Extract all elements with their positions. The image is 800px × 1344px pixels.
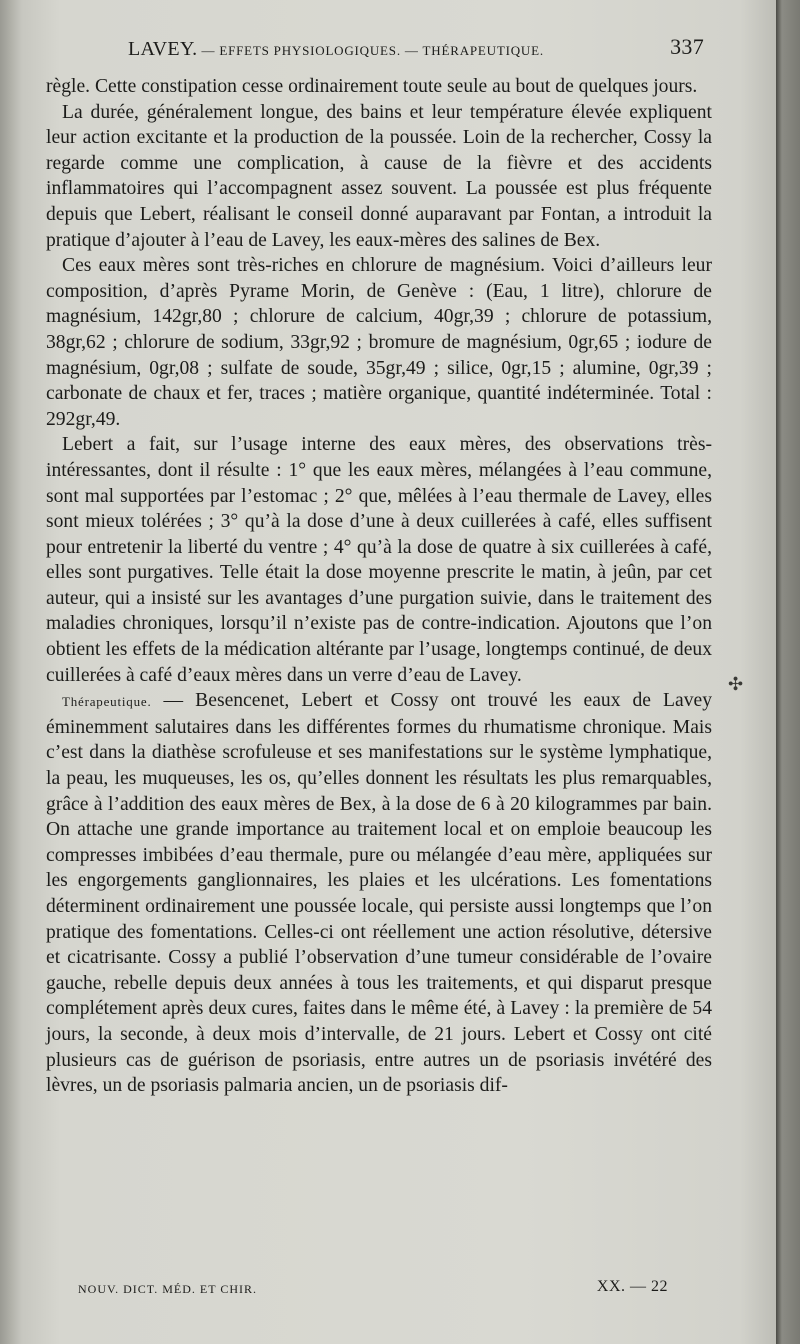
margin-mark-icon: ✣ bbox=[728, 674, 744, 694]
paragraph: Ces eaux mères sont très-riches en chlorure de magnésium. Voici d’ailleurs leur composition, d’après Pyrame Morin, de Genève : (Eau, 1 litre), chlorure de magnésium, 142gr,80 ; chlorure de calcium, 40gr,39 ; chlorure de potassium, 38gr,62 ; chlorure de sodium, 33gr,92 ; bromure de magnésium, 0gr,65 ; iodure de magnésium, 0gr,08 ; sulfate de soude, 35gr,49 ; silice, 0gr,15 ; alumine, 0gr,39 ; carbonate de chaux et fer, traces ; matière organique, quantité indéterminée. Total : 292gr,49. bbox=[46, 255, 712, 430]
page-footer bbox=[78, 1278, 668, 1300]
running-header bbox=[128, 34, 704, 62]
running-title bbox=[128, 38, 544, 61]
body-text bbox=[46, 74, 712, 1099]
page-number: 337 bbox=[670, 34, 704, 59]
page-edge bbox=[776, 0, 800, 1344]
therapeutique-paragraph bbox=[46, 688, 712, 1099]
signature-line: NOUV. DICT. MÉD. ET CHIR. bbox=[78, 1282, 258, 1296]
paragraph: règle. Cette constipation cesse ordinairement toute seule au bout de quelques jours. bbox=[46, 76, 698, 97]
section-text: — Besencenet, Lebert et Cossy ont trouvé les eaux de Lavey éminemment salutaires dans les différentes formes du rhumatisme chronique. Mais c’est dans la diathèse scrofuleuse et ses manifestations sur le système lymphatique, la peau, les muqueuses, les os, qu’elles donnent les résultats les plus remarquables, grâce à l’addition des eaux mères de Bex, à la dose de 6 à 20 kilogrammes par bain. On attache une grande importance au traitement local et on emploie beaucoup les compresses imbibées d’eau thermale, pure ou mélangée d’eau mère, appliquées sur les engorgements ganglionnaires, les plaies et les ulcérations. Les fomentations déterminent ordinairement une poussée locale, qui persiste aussi longtemps que l’on pratique des fomentations. Celles-ci ont réellement une action résolutive, détersive et cicatrisante. Cossy a publié l’observation d’une tumeur considérable de l’ovaire gauche, rebelle depuis deux années à tous les traitements, et qui disparut presque complétement après deux cures, faites dans le même été, à Lavey : la première de 54 jours, la seconde, à deux mois d’intervalle, de 21 jours. Lebert et Cossy ont cité plusieurs cas de guérison de psoriasis, entre autres un de psoriasis invétéré des lèvres, un de psoriasis palmaria ancien, un de psoriasis dif- bbox=[46, 690, 712, 1097]
paragraph: Lebert a fait, sur l’usage interne des eaux mères, des observations très-intéressantes, dont il résulte : 1° que les eaux mères, mélangées à l’eau commune, sont mal supportées par l’estomac ; 2° que, mêlées à l’eau thermale de Lavey, elles sont mieux tolérées ; 3° qu’à la dose d’une à deux cuillerées à café, elles suffisent pour entretenir la liberté du ventre ; 4° qu’à la dose de quatre à six cuillerées à café, elles sont purgatives. Telle était la dose moyenne prescrite le matin, à jeûn, par cet auteur, qui a insisté sur les avantages d’une purgation suivie, dans le traitement des maladies chroniques, lorsqu’il n’existe pas de contre-indication. Ajoutons que l’on obtient les effets de la médication altérante par l’usage, longtemps continué, de deux cuillerées à café d’eaux mères dans un verre d’eau de Lavey. bbox=[46, 434, 712, 686]
paragraph: La durée, généralement longue, des bains et leur température élevée expliquent leur action excitante et la production de la poussée. Loin de la rechercher, Cossy la regarde comme une complication, à cause de la fièvre et des accidents inflammatoires qui l’accompagnent assez souvent. La poussée est plus fréquente depuis que Lebert, réalisant le conseil donné auparavant par Fontan, a introduit la pratique d’ajouter à l’eau de Lavey, les eaux-mères des salines de Bex. bbox=[46, 101, 712, 251]
running-title-rest: — EFFETS PHYSIOLOGIQUES. — THÉRAPEUTIQUE. bbox=[197, 43, 544, 58]
section-label: Thérapeutique. bbox=[62, 694, 152, 710]
volume-signature: XX. — 22 bbox=[596, 1278, 668, 1295]
running-title-main: LAVEY. bbox=[128, 38, 198, 60]
